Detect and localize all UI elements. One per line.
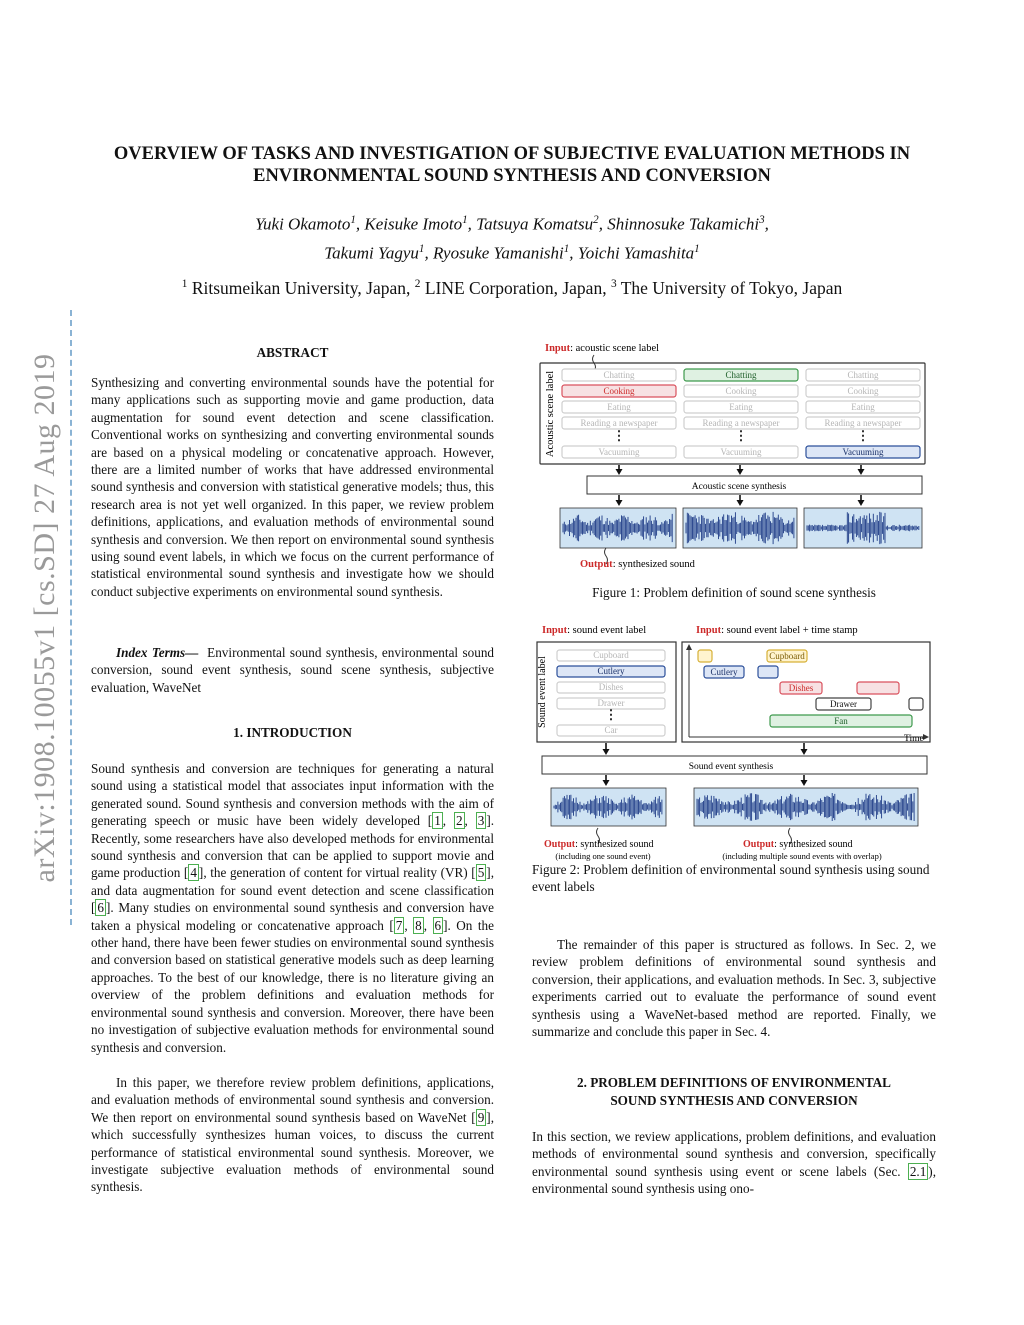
intro-heading: 1. INTRODUCTION (233, 725, 352, 740)
citation-link[interactable]: 8 (415, 917, 422, 933)
arrow-head-icon (801, 780, 808, 786)
arrow-head-icon (858, 469, 865, 475)
label-text: Vacuuming (598, 447, 640, 457)
fig2-output-sub-left: (including one sound event) (555, 851, 651, 861)
fig2-time-label: Time (904, 734, 924, 744)
fig2-left-labels (557, 650, 665, 736)
fig2-input-label-left: Input: sound event label (542, 625, 647, 636)
fig1-input-label: Input: acoustic scene label (545, 343, 660, 354)
arrow-head-icon (616, 500, 623, 506)
section-2-heading-line-1: 2. PROBLEM DEFINITIONS OF ENVIRONMENTAL (577, 1075, 891, 1090)
fig1-waveforms (560, 508, 922, 548)
index-terms-label: Index Terms— (116, 645, 199, 660)
label-text: Chatting (603, 370, 635, 380)
author-affiliation-mark: 1 (694, 242, 700, 255)
label-text: Reading a newspaper (824, 418, 902, 428)
author-name: Ryosuke Yamanishi (432, 243, 564, 263)
author-affiliation-mark: 1 (418, 242, 425, 255)
fig2-x-arrow-icon (923, 734, 929, 740)
label-text: Cupboard (593, 650, 629, 660)
author-name: Yoichi Yamashita (577, 243, 695, 263)
author-affiliation-mark: 1 (350, 214, 356, 226)
dots-icon: ⋮ (856, 428, 870, 443)
label-text: Cutlery (597, 666, 625, 676)
affiliation-number: 3 (610, 278, 617, 291)
affiliations (60, 278, 964, 299)
citation-link[interactable]: 5 (477, 865, 485, 881)
label-text: Eating (729, 402, 753, 412)
author-affiliation-mark: 1 (563, 242, 570, 255)
abstract-text: Synthesizing and converting environmental sounds have the potential for many applications such as supporting movie and game production, data augmentation for sound event detection and scene classification. Conventional works on synthesizing and converting environmental sounds are based on a physical modeling or concatenative approach. However, there are a limited number of works that have addressed environmental sound synthesis and conversion with statistical generative models; thus, this research area is not yet well organized. In this paper, we review problem definitions, applications, and evaluation methods of environmental sound synthesis and conversion. We then report on environmental sound synthesis using sound event labels, in which we focus on the current performance of statistical environmental sound synthesis and investigate how we should conduct subjective experiments on environmental sound synthesis. (91, 375, 494, 599)
citation-link[interactable]: 1 (434, 813, 441, 829)
author-name: Tatsuya Komatsu (476, 214, 594, 234)
label-text: Vacuuming (720, 447, 762, 457)
author-line-1: Yuki Okamoto$^1$, Keisuke Imoto$^1$, Tatsuya Komatsu$^2$, Shinnosuke Takamichi$^3$, (255, 214, 769, 234)
citation-link[interactable]: 2 (455, 813, 463, 829)
label-text: Cooking (603, 386, 635, 396)
paper-title: OVERVIEW OF TASKS AND INVESTIGATION OF SUBJECTIVE EVALUATION METHODS IN ENVIRONMENTAL SOUND SYNTHESIS AND CONVERSION (113, 144, 911, 186)
figure-1 (532, 336, 936, 572)
fig1-label-columns (562, 369, 920, 458)
fig2-output-sub-right: (including multiple sound events with overlap) (722, 851, 882, 861)
author-affiliation-mark: 3 (759, 214, 765, 226)
label-text: Cupboard (769, 651, 805, 661)
citation-link[interactable]: 6 (434, 917, 442, 933)
section-2-paragraph: In this section, we review applications, problem definitions, and evaluation methods of environmental sound synthesis and conversion, specifically environmental sound synthesis using event or scene labels (Sec. 2.1 ), environmental sound synthesis using ono- (532, 1129, 936, 1197)
label-text: Reading a newspaper (702, 418, 780, 428)
affiliation-name: LINE Corporation, Japan, (420, 278, 611, 298)
intro-paragraph-1: Sound synthesis and conversion are techniques for generating a natural sound using a statistical model that associates input information with the generated sound. Sound synthesis and conversion methods with the aim of generating speech or music have been widely developed [ 1 , 2 , 3 ]. Recently, some researchers have also developed methods for environmental sound synthesis and conversion that can be applied to support movie and game production [ 4 ], the generation of content for virtual reality (VR) [ 5 ], and data augmentation for sound event detection and scene classification [ 6 ]. Many studies on environmental sound synthesis and conversion have taken a physical modeling or concatenative approach [ 7 , 8 , 6 ]. On the other hand, there have been fewer studies on environmental sound synthesis and conversion based on statistical generative models such as deep learning approaches. To the best of our knowledge, there is no literature giving an overview of the problem definitions and evaluation methods for environmental sound synthesis and conversion. Moreover, there have been no investigation of subjective evaluation methods for environmental sound synthesis and conversion. (91, 761, 495, 1055)
author-affiliation-mark: 2 (593, 214, 599, 226)
affiliation-number: 1 (181, 278, 188, 291)
fig2-synthesis-label: Sound event synthesis (688, 762, 774, 772)
section-2-heading-line-2: SOUND SYNTHESIS AND CONVERSION (610, 1093, 858, 1108)
arrow-head-icon (603, 749, 610, 755)
label-text: Reading a newspaper (580, 418, 658, 428)
arxiv-stamp (20, 310, 72, 925)
arrow-head-icon (616, 469, 623, 475)
citation-link[interactable]: 9 (477, 1109, 485, 1125)
citation-link[interactable]: 3 (477, 813, 485, 829)
citation-link[interactable]: 7 (395, 917, 403, 933)
arrow-head-icon (603, 780, 610, 786)
arrow-head-icon (801, 749, 808, 755)
index-terms (91, 644, 494, 696)
intro-paragraph-2: In this paper, we therefore review problem definitions, applications, and evaluation methods of environmental sound synthesis and conversion. We then report on environmental sound synthesis based on WaveNet [ 9 ], which successfully synthesizes human voices, to discuss the current performance of statistical environmental sound synthesis. Moreover, we investigate subjective evaluation methods of environmental sound synthesis. (91, 1075, 494, 1195)
citation-link[interactable]: 6 (97, 900, 104, 916)
label-text: Cooking (725, 386, 757, 396)
affiliation-number: 2 (414, 278, 421, 291)
fig2-input-label-right: Input: sound event label + time stamp (696, 625, 858, 636)
author-list (60, 208, 964, 265)
fig1-synthesis-label: Acoustic scene synthesis (691, 482, 787, 492)
label-text: Car (604, 725, 618, 735)
label-text: Cutlery (710, 667, 738, 677)
figure-2-caption: Figure 2: Problem definition of environmental sound synthesis using sound event labels (532, 862, 930, 895)
label-text: Dishes (788, 683, 814, 693)
arrow-head-icon (737, 469, 744, 475)
label-text: Cooking (847, 386, 879, 396)
section-2-heading (532, 1074, 936, 1110)
label-box (909, 698, 923, 710)
citation-link[interactable]: 2.1 (909, 1163, 927, 1179)
fig2-y-axis-label: Sound event label (537, 656, 548, 728)
figure-2 (532, 618, 936, 864)
label-text: Drawer (597, 698, 625, 708)
dots-icon: ⋮ (612, 428, 626, 443)
label-text: Chatting (847, 370, 879, 380)
fig2-output-label-left: Output: synthesized sound (544, 839, 654, 850)
fig2-y-arrow-icon (686, 644, 692, 650)
affiliation-name: The University of Tokyo, Japan (616, 278, 843, 298)
author-name: Keisuke Imoto (364, 214, 463, 234)
label-text: Dishes (598, 682, 624, 692)
author-line-2: Takumi Yagyu$^1$, Ryosuke Yamanishi$^1$, Yoichi Yamashita$^1$ (324, 242, 700, 263)
author-name: Yuki Okamoto (255, 214, 351, 234)
label-text: Fan (834, 716, 848, 726)
author-affiliation-mark: 1 (462, 214, 468, 226)
arrow-head-icon (858, 500, 865, 506)
structure-paragraph: The remainder of this paper is structured as follows. In Sec. 2, we review problem definitions of environmental sound synthesis and conversion, their applications, and evaluation methods. In Sec. 3, subjective experiments carried out to evaluate the performance of sound event synthesis using a WaveNet-based method are reported. Finally, we summarize and conclude this paper in Sec. 4. (532, 937, 936, 1040)
fig2-waveforms (551, 788, 918, 826)
abstract-heading: ABSTRACT (256, 345, 329, 360)
label-text: Drawer (830, 699, 857, 709)
dots-icon: ⋮ (734, 428, 748, 443)
fig1-y-axis-label: Acoustic scene label (545, 370, 556, 458)
dots-icon: ⋮ (604, 707, 618, 722)
label-box (857, 682, 899, 694)
fig1-output-label: Output: synthesized sound (580, 559, 695, 570)
label-text: Vacuuming (842, 447, 884, 457)
arxiv-id: arXiv:1908.10055v1 [cs.SD] 27 Aug 2019 (28, 353, 61, 882)
author-name: Shinnosuke Takamichi (607, 214, 760, 234)
index-terms-text: Environmental sound synthesis, environmental sound conversion, sound event synthesis, sound scene synthesis, subjective evaluation, WaveNet (91, 645, 495, 695)
fig2-timeline-events (698, 650, 923, 727)
citation-link[interactable]: 4 (190, 865, 197, 881)
author-name: Takumi Yagyu (324, 243, 419, 263)
label-text: Eating (851, 402, 875, 412)
label-text: Eating (607, 402, 631, 412)
label-box (698, 650, 712, 662)
figure-1-caption: Figure 1: Problem definition of sound scene synthesis (592, 585, 876, 600)
arrow-head-icon (737, 500, 744, 506)
fig2-output-label-right: Output: synthesized sound (743, 839, 853, 850)
label-box (758, 666, 778, 678)
label-text: Chatting (725, 370, 757, 380)
affiliation-name: Ritsumeikan University, Japan, (187, 278, 415, 298)
